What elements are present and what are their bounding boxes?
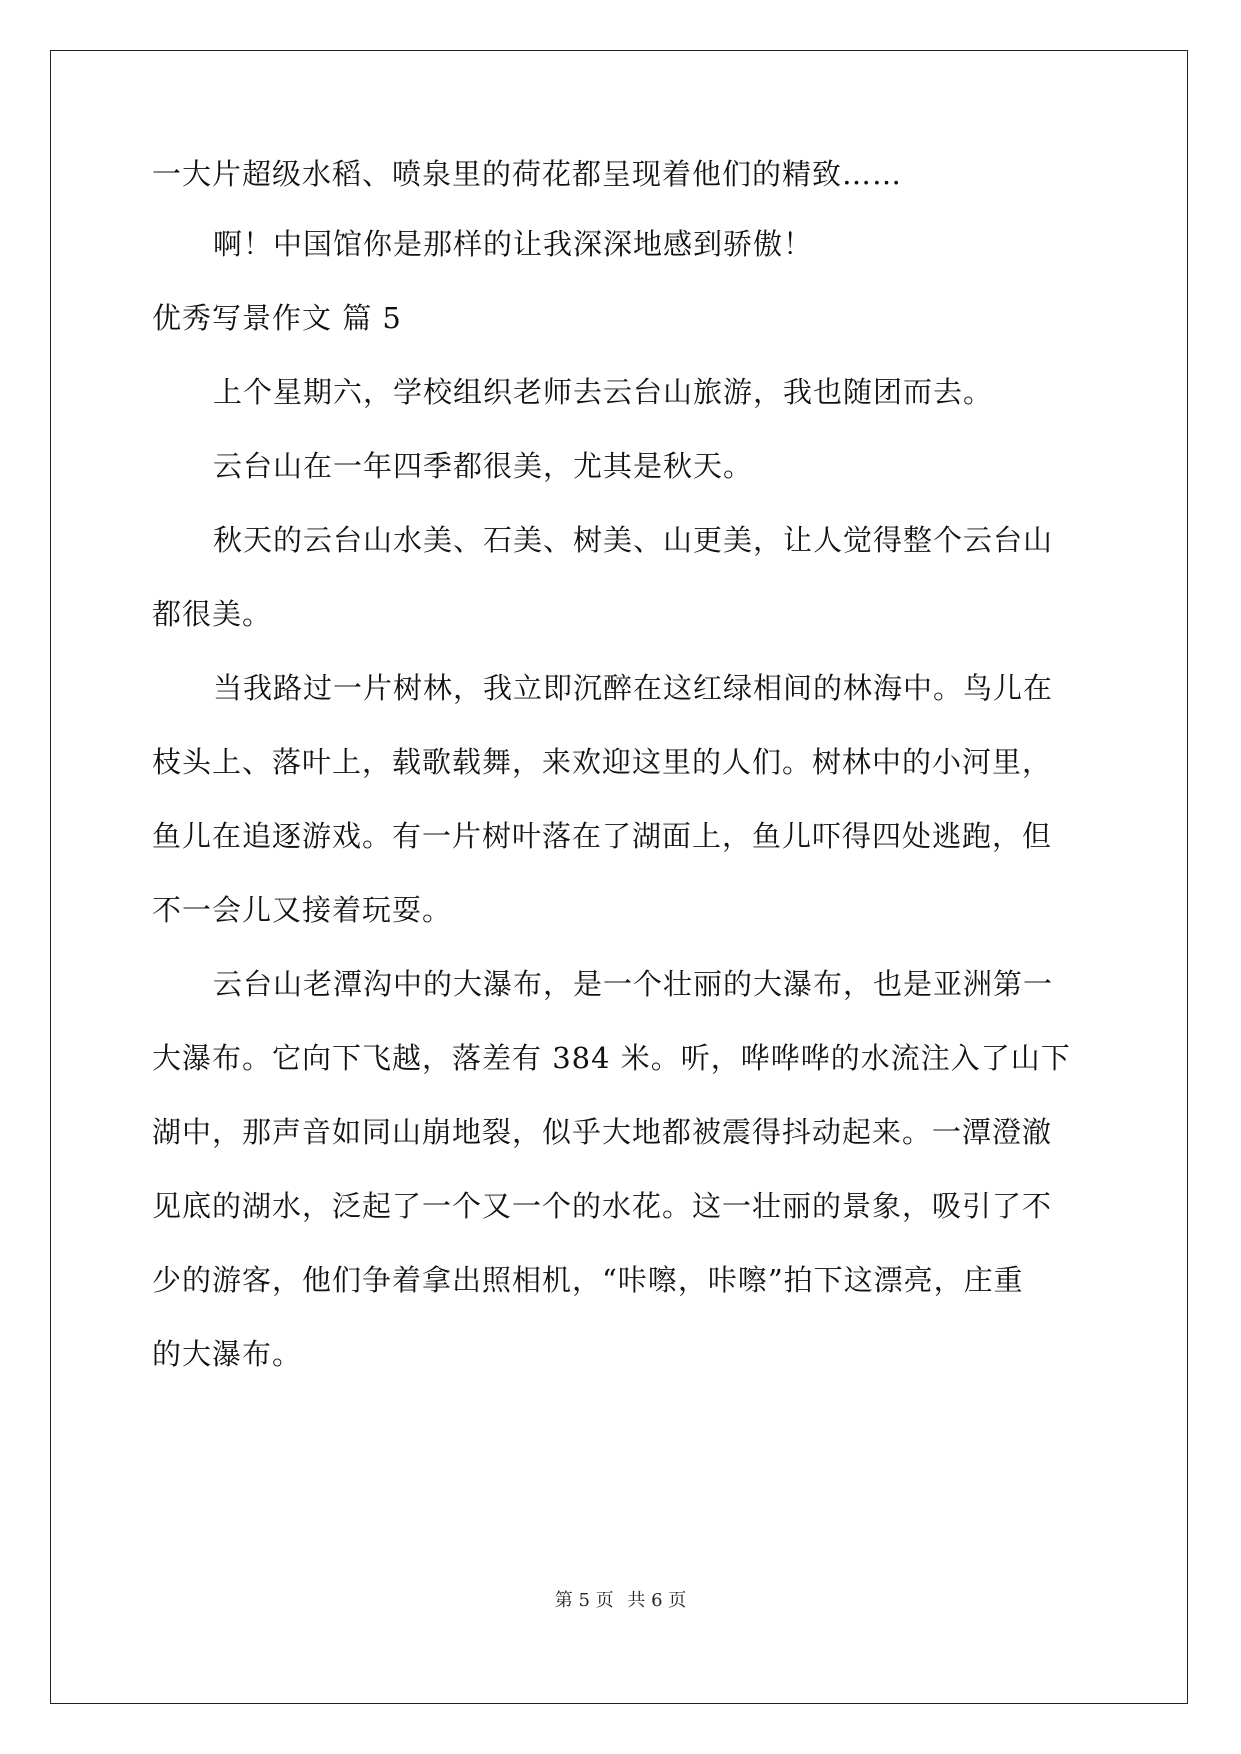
text-line: 都很美。 [152, 597, 273, 631]
text-line: 见底的湖水，泛起了一个又一个的水花。这一壮丽的景象，吸引了不 [152, 1189, 1053, 1223]
text-line: 上个星期六，学校组织老师去云台山旅游，我也随团而去。 [213, 375, 994, 409]
text-line: 鱼儿在追逐游戏。有一片树叶落在了湖面上，鱼儿吓得四处逃跑，但 [152, 819, 1053, 853]
page-total: 共 6 页 [627, 1590, 687, 1611]
text-line: 秋天的云台山水美、石美、树美、山更美，让人觉得整个云台山 [213, 523, 1054, 557]
text-line: 湖中，那声音如同山崩地裂，似乎大地都被震得抖动起来。一潭澄澈 [152, 1115, 1053, 1149]
text-line: 一大片超级水稻、喷泉里的荷花都呈现着他们的精致…… [152, 157, 903, 191]
text-line: 枝头上、落叶上，载歌载舞，来欢迎这里的人们。树林中的小河里， [152, 745, 1053, 779]
page-footer [0, 1586, 1241, 1612]
section-heading: 优秀写景作文 篇 5 [152, 301, 402, 335]
text-line: 云台山在一年四季都很美，尤其是秋天。 [213, 449, 754, 483]
text-line: 少的游客，他们争着拿出照相机，“咔嚓，咔嚓”拍下这漂亮，庄重 [152, 1263, 1024, 1297]
text-line: 不一会儿又接着玩耍。 [152, 893, 453, 927]
page-number: 第 5 页 [554, 1590, 614, 1611]
text-line: 大瀑布。它向下飞越，落差有 384 米。听，哗哗哗的水流注入了山下 [152, 1041, 1071, 1075]
text-line: 的大瀑布。 [152, 1337, 303, 1371]
text-line: 云台山老潭沟中的大瀑布，是一个壮丽的大瀑布，也是亚洲第一 [213, 967, 1054, 1001]
text-line: 当我路过一片树林，我立即沉醉在这红绿相间的林海中。鸟儿在 [213, 671, 1054, 705]
text-line: 啊！中国馆你是那样的让我深深地感到骄傲！ [213, 227, 814, 261]
